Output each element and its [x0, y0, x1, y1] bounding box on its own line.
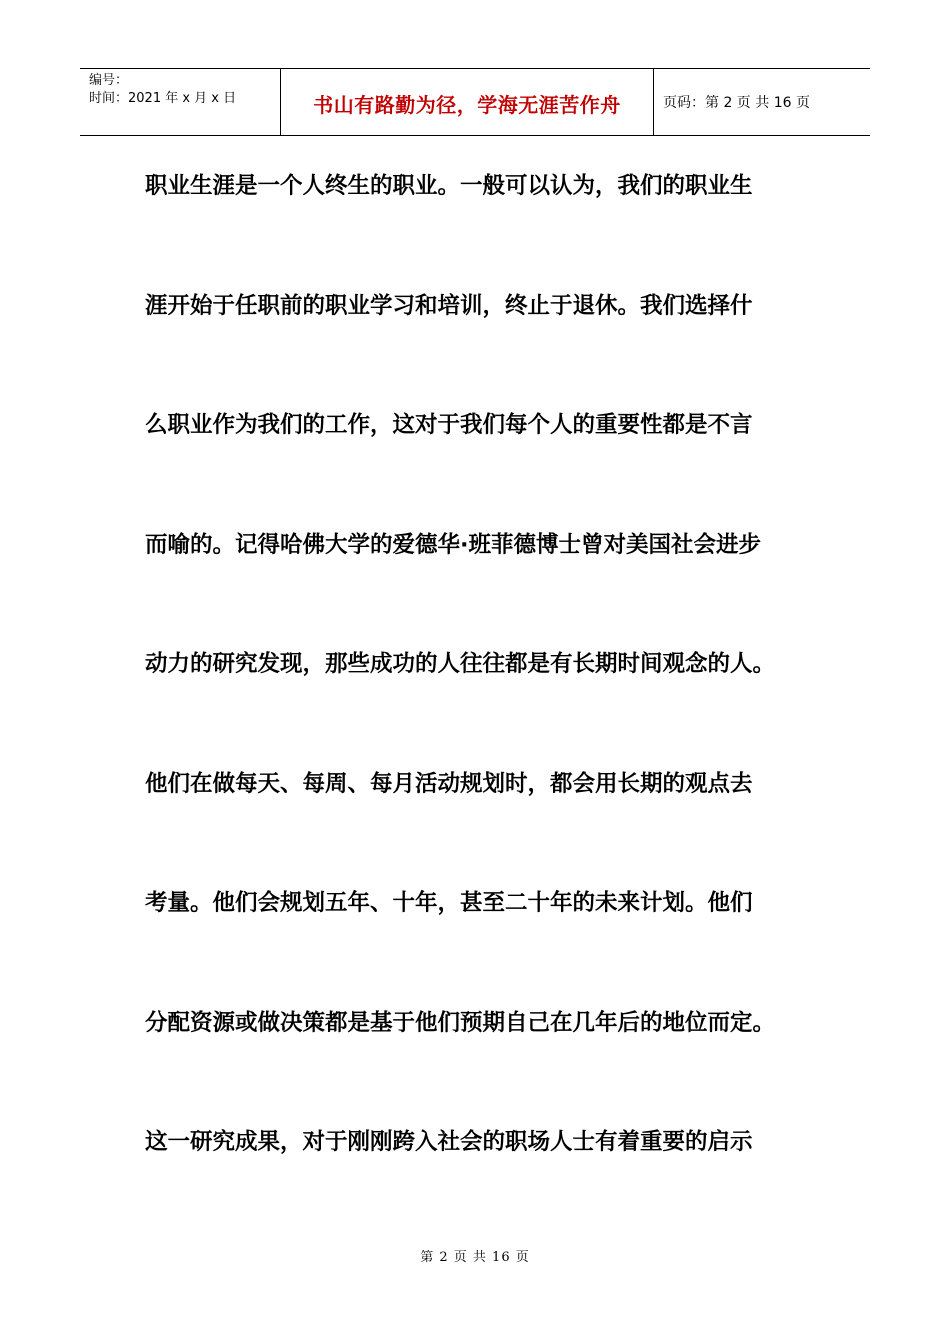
header-motto-cell — [281, 69, 654, 135]
header-motto: 书山有路勤为径，学海无涯苦作舟 — [313, 93, 621, 117]
body-line: 这一研究成果，对于刚刚跨入社会的职场人士有着重要的启示 — [145, 1129, 753, 1155]
header-meta-cell — [80, 69, 281, 135]
body-line: 而喻的。记得哈佛大学的爱德华·班菲德博士曾对美国社会进步 — [145, 531, 762, 558]
body-line: 考量。他们会规划五年、十年，甚至二十年的未来计划。他们 — [145, 890, 753, 916]
body-line: 么职业作为我们的工作，这对于我们每个人的重要性都是不言 — [145, 412, 753, 438]
document-header — [80, 68, 870, 136]
body-line: 分配资源或做决策都是基于他们预期自己在几年后的地位而定。 — [145, 1009, 776, 1036]
document-number-label: 编号： — [89, 73, 129, 88]
body-line: 动力的研究发现，那些成功的人往往都是有长期时间观念的人。 — [145, 651, 776, 677]
body-text — [145, 163, 825, 1239]
document-time-label: 时间：2021 年 x 月 x 日 — [89, 91, 237, 106]
body-line: 涯开始于任职前的职业学习和培训，终止于退休。我们选择什 — [145, 292, 753, 319]
page-footer: 第 2 页 共 16 页 — [420, 1250, 530, 1265]
header-page-cell — [654, 69, 870, 135]
body-line: 职业生涯是一个人终生的职业。一般可以认为，我们的职业生 — [145, 173, 753, 199]
body-line: 他们在做每天、每周、每月活动规划时，都会用长期的观点去 — [145, 770, 753, 797]
header-page-info: 页码：第 2 页 共 16 页 — [663, 95, 810, 111]
